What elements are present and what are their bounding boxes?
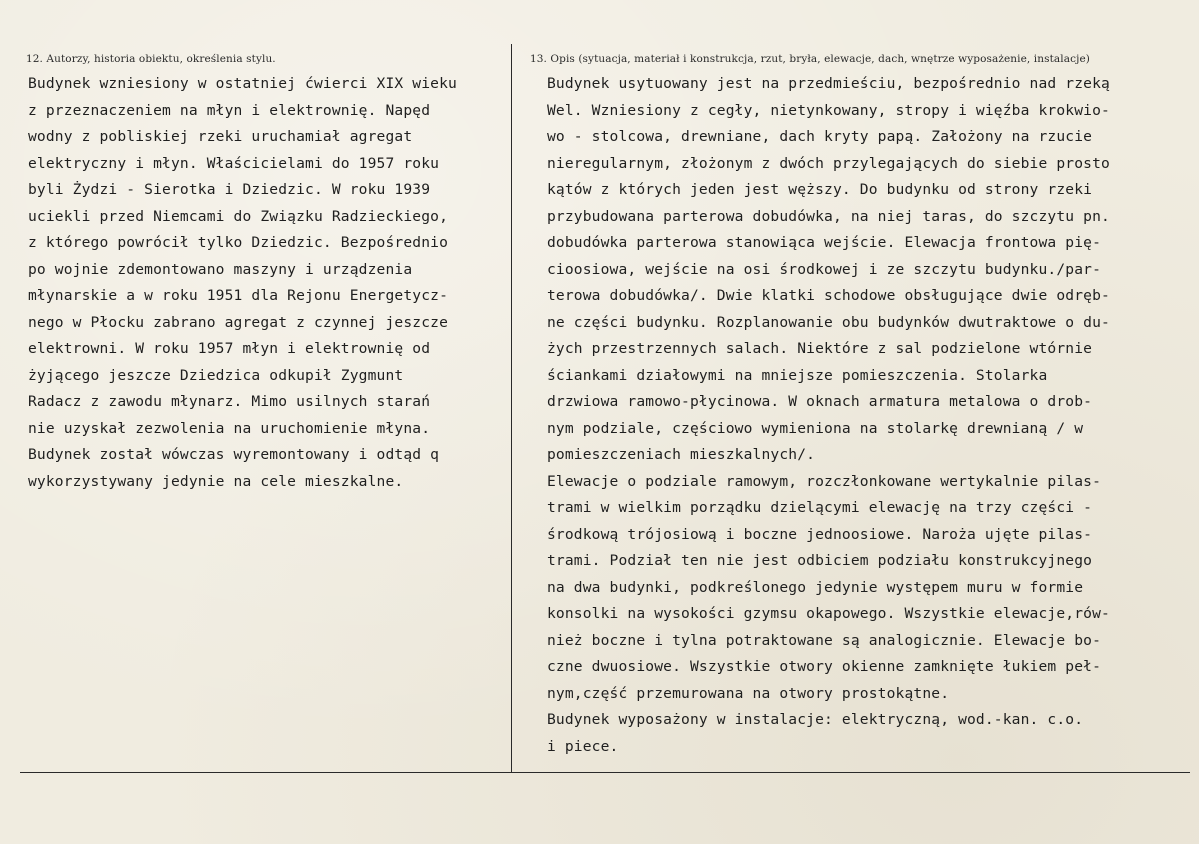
text-line: i piece.	[547, 737, 619, 755]
text-line: na dwa budynki, podkreślonego jedynie występem muru w formie	[547, 578, 1084, 596]
section-12-text	[28, 71, 457, 495]
text-line: ne części budynku. Rozplanowanie obu budynków dwutraktowe o du-	[547, 313, 1110, 331]
text-line: czne dwuosiowe. Wszystkie otwory okienne zamknięte łukiem peł-	[547, 658, 1102, 675]
text-line: Budynek wyposażony w instalacje: elektryczną, wod.-kan. c.o.	[547, 711, 1084, 728]
text-line: przybudowana parterowa dobudówka, na niej taras, do szczytu pn.	[547, 207, 1110, 225]
text-line: drzwiowa ramowo-płycinowa. W oknach armatura metalowa o drob-	[547, 393, 1093, 410]
text-line: nieregularnym, złożonym z dwóch przylegających do siebie prosto	[547, 154, 1110, 172]
text-line: trami. Podział ten nie jest odbiciem podziału konstrukcyjnego	[547, 552, 1093, 569]
text-line: byli Żydzi - Sierotka i Dziedzic. W roku 1939	[28, 181, 431, 198]
text-line: konsolki na wysokości gzymsu okapowego. Wszystkie elewacje,rów-	[547, 605, 1110, 622]
text-line: Wel. Wzniesiony z cegły, nietynkowany, stropy i więźba krokwio-	[547, 101, 1110, 119]
text-line: wodny z pobliskiej rzeki uruchamiał agregat	[28, 128, 413, 145]
text-line: uciekli przed Niemcami do Związku Radzieckiego,	[28, 207, 449, 225]
text-line: Budynek został wówczas wyremontowany i odtąd q	[28, 446, 440, 463]
text-line: Radacz z zawodu młynarz. Mimo usilnych starań	[28, 393, 431, 410]
text-line: Budynek usytuowany jest na przedmieściu, bezpośrednio nad rzeką	[547, 75, 1110, 92]
text-line: dobudówka parterowa stanowiąca wejście. Elewacja frontowa pię-	[547, 234, 1102, 251]
text-line: nego w Płocku zabrano agregat z czynnej jeszcze	[28, 313, 449, 331]
text-line: żych przestrzennych salach. Niektóre z sal podzielone wtórnie	[547, 340, 1093, 357]
text-line: elektrowni. W roku 1957 młyn i elektrownię od	[28, 340, 431, 357]
text-line: pomieszczeniach mieszkalnych/.	[547, 446, 816, 463]
text-line: trami w wielkim porządku dzielącymi elewację na trzy części -	[547, 499, 1093, 516]
column-divider	[511, 44, 512, 772]
text-line: żyjącego jeszcze Dziedzica odkupił Zygmunt	[28, 366, 404, 384]
section-13-heading: 13. Opis (sytuacja, materiał i konstrukcja, rzut, bryła, elewacje, dach, wnętrze wyposażenie, instalacje)	[530, 53, 1090, 65]
text-line: z przeznaczeniem na młyn i elektrownię. Napęd	[28, 101, 431, 119]
text-line: po wojnie zdemontowano maszyny i urządzenia	[28, 260, 413, 278]
text-line: środkową trójosiową i boczne jednoosiowe. Naroża ujęte pilas-	[547, 525, 1093, 543]
text-line: kątów z których jeden jest węższy. Do budynku od strony rzeki	[547, 181, 1093, 198]
section-12-heading: 12. Autorzy, historia obiektu, określenia stylu.	[26, 53, 276, 65]
text-line: wykorzystywany jedynie na cele mieszkalne.	[28, 472, 404, 490]
text-line: nież boczne i tylna potraktowane są analogicznie. Elewacje bo-	[547, 631, 1102, 649]
section-13-text	[547, 71, 1110, 760]
text-line: z którego powrócił tylko Dziedzic. Bezpośrednio	[28, 234, 449, 251]
text-line: nym podziale, częściowo wymieniona na stolarkę drewnianą / w	[547, 419, 1084, 437]
text-line: cioosiowa, wejście na osi środkowej i ze szczytu budynku./par-	[547, 260, 1102, 278]
text-line: nym,część przemurowana na otwory prostokątne.	[547, 684, 950, 702]
text-line: Budynek wzniesiony w ostatniej ćwierci XIX wieku	[28, 75, 457, 92]
text-line: terowa dobudówka/. Dwie klatki schodowe obsługujące dwie odręb-	[547, 287, 1110, 304]
text-line: Elewacje o podziale ramowym, rozczłonkowane wertykalnie pilas-	[547, 472, 1102, 490]
text-line: elektryczny i młyn. Właścicielami do 1957 roku	[28, 154, 440, 172]
text-line: młynarskie a w roku 1951 dla Rejonu Energetycz-	[28, 287, 449, 304]
text-line: nie uzyskał zezwolenia na uruchomienie młyna.	[28, 419, 431, 437]
bottom-rule	[20, 772, 1190, 773]
text-line: ściankami działowymi na mniejsze pomieszczenia. Stolarka	[547, 366, 1048, 384]
text-line: wo - stolcowa, drewniane, dach kryty papą. Założony na rzucie	[547, 128, 1093, 145]
